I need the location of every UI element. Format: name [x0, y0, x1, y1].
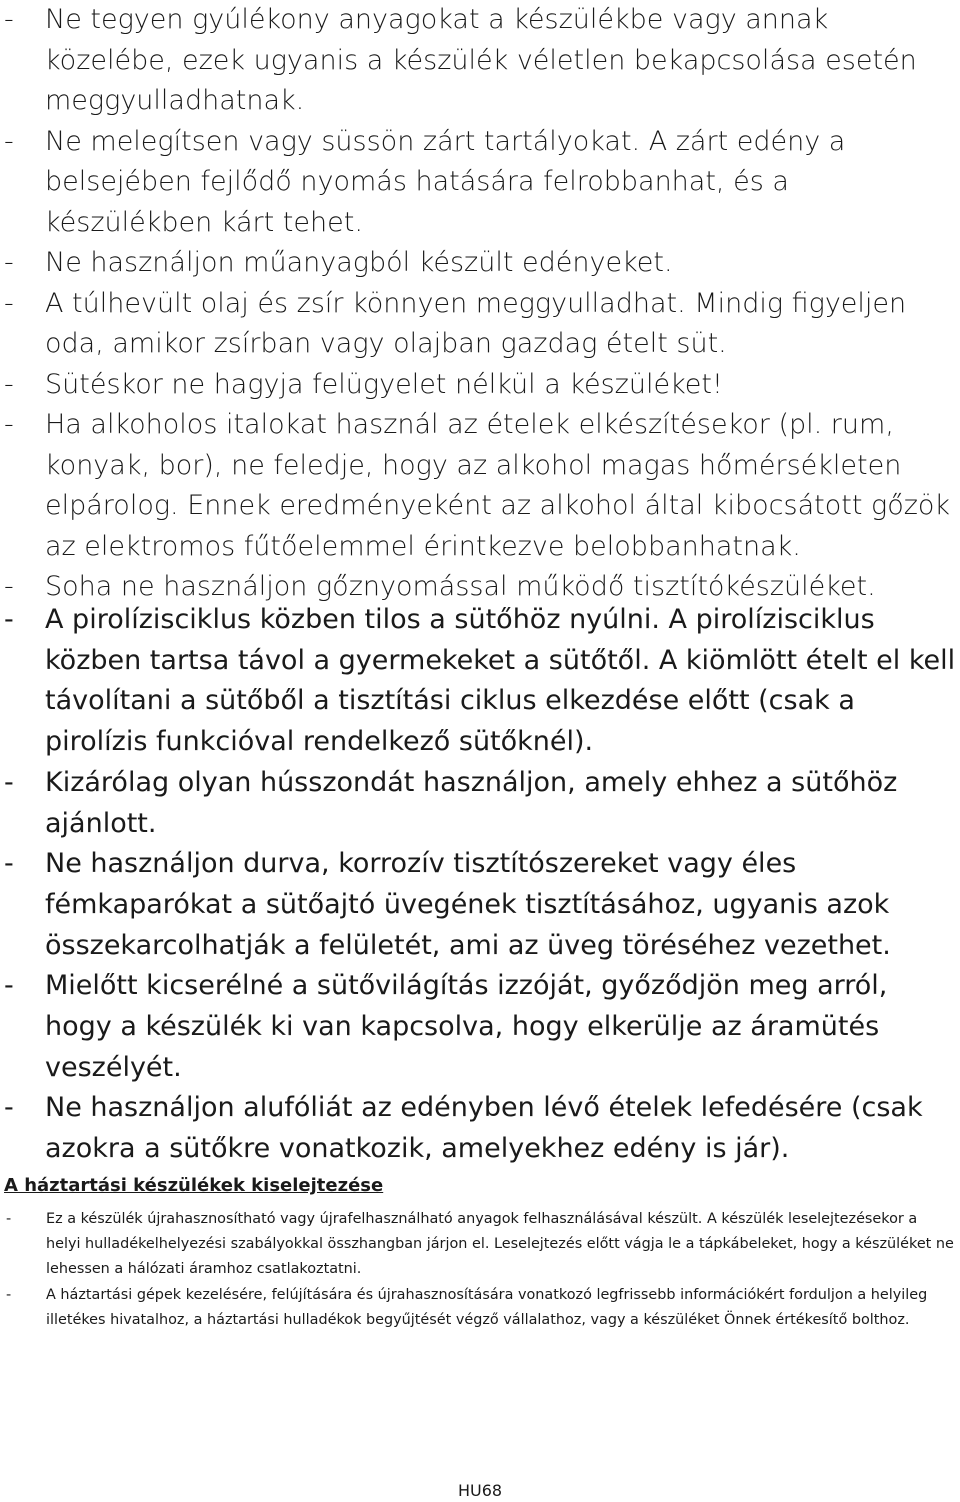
warning-text: Ha alkoholos italokat használ az ételek elkészítésekor (pl. rum, konyak, bor), ne feledje, hogy az alkohol magas hőmérsékleten elpárolog. Ennek eredményeként az alkohol által kibocsátott gőzök az elektromos fűtőelemmel érintkezve belobbanhatnak.	[45, 409, 951, 562]
list-item	[0, 243, 960, 284]
warning-text: Sütéskor ne hagyja felügyelet nélkül a készüléket!	[45, 368, 723, 400]
warning-text: Ne melegítsen vagy süssön zárt tartályokat. A zárt edény a belsejében fejlődő nyomás hatására felrobbanhat, és a készülékben kárt tehet.	[45, 125, 846, 238]
bullet-dash: -	[4, 571, 14, 602]
bullet-dash: -	[4, 287, 14, 319]
disposal-text: A háztartási gépek kezelésére, felújítására és újrahasznosítására vonatkozó legfrissebb információkért forduljon a helyileg illetékes hivatalhoz, a háztartási hulladékok begyűjtését végző vállalathoz, vagy a készüléket Önnek értékesítő bolthoz.	[46, 1286, 928, 1328]
page-number: HU68	[458, 1481, 503, 1500]
bullet-dash: -	[4, 247, 14, 278]
warning-text: Ne használjon műanyagból készült edényeket.	[45, 247, 673, 278]
list-item	[0, 844, 960, 966]
safety-warnings-list-continued	[0, 600, 960, 1170]
list-item	[0, 1088, 960, 1169]
warning-text: Kizárólag olyan hússzondát használjon, amely ehhez a sütőhöz ajánlott.	[45, 766, 898, 839]
warning-text: Ne használjon durva, korrozív tisztítószereket vagy éles fémkaparókat a sütőajtó üvegének tisztításához, ugyanis azok összekarcolhatják a felületét, ami az üveg töréséhez vezethet.	[45, 848, 891, 961]
list-item	[0, 763, 960, 844]
list-item	[0, 405, 960, 567]
safety-warnings-list	[0, 0, 960, 608]
bullet-dash: -	[4, 125, 14, 157]
bullet-dash: -	[4, 4, 14, 35]
bullet-dash: -	[4, 970, 14, 1002]
bullet-dash: -	[4, 848, 14, 880]
bullet-dash: -	[4, 766, 14, 798]
bullet-dash: -	[4, 604, 14, 635]
bullet-dash: -	[4, 1092, 14, 1124]
bullet-dash: -	[6, 1286, 12, 1303]
list-item	[0, 600, 960, 763]
bullet-dash: -	[6, 1211, 12, 1227]
list-item	[0, 1283, 960, 1333]
bullet-dash: -	[4, 409, 14, 440]
list-item	[0, 1207, 960, 1283]
list-item	[0, 966, 960, 1088]
disposal-text: Ez a készülék újrahasznosítható vagy újrafelhasználható anyagok felhasználásával készült. A készülék leselejtezésekor a helyi hulladékelhelyezési szabályokkal összhangban járjon el. Leselejtezés előtt vágja le a tápkábeleket, hogy a készüléket ne lehessen a hálózati áramhoz csatlakoztatni.	[46, 1211, 954, 1278]
list-item	[0, 284, 960, 365]
list-item	[0, 122, 960, 244]
list-item	[0, 0, 960, 122]
disposal-list	[0, 1207, 960, 1333]
list-item	[0, 365, 960, 406]
warning-text: Soha ne használjon gőznyomással működő tisztítókészüléket.	[45, 571, 876, 602]
warning-text: Mielőtt kicserélné a sütővilágítás izzóját, győződjön meg arról, hogy a készülék ki van kapcsolva, hogy elkerülje az áramütés veszélyét.	[45, 970, 888, 1083]
warning-text: Ne tegyen gyúlékony anyagokat a készülékbe vagy annak közelébe, ezek ugyanis a készülék véletlen bekapcsolása esetén meggyulladhatnak.	[45, 4, 917, 116]
warning-text: Ne használjon alufóliát az edényben lévő ételek lefedésére (csak azokra a sütőkre vonatkozik, amelyekhez edény is jár).	[45, 1092, 923, 1165]
warning-text: A túlhevült olaj és zsír könnyen meggyulladhat. Mindig figyeljen oda, amikor zsírban vagy olajban gazdag ételt süt.	[45, 287, 907, 359]
bullet-dash: -	[4, 368, 14, 400]
warning-text: A pirolízisciklus közben tilos a sütőhöz nyúlni. A pirolízisciklus közben tartsa távol a gyermekeket a sütőtől. A kiömlött ételt el kell távolítani a sütőből a tisztítási ciklus elkezdése előtt (csak a pirolízis funkcióval rendelkező sütőknél).	[45, 604, 956, 758]
disposal-heading: A háztartási készülékek kiselejtezése	[4, 1175, 384, 1196]
